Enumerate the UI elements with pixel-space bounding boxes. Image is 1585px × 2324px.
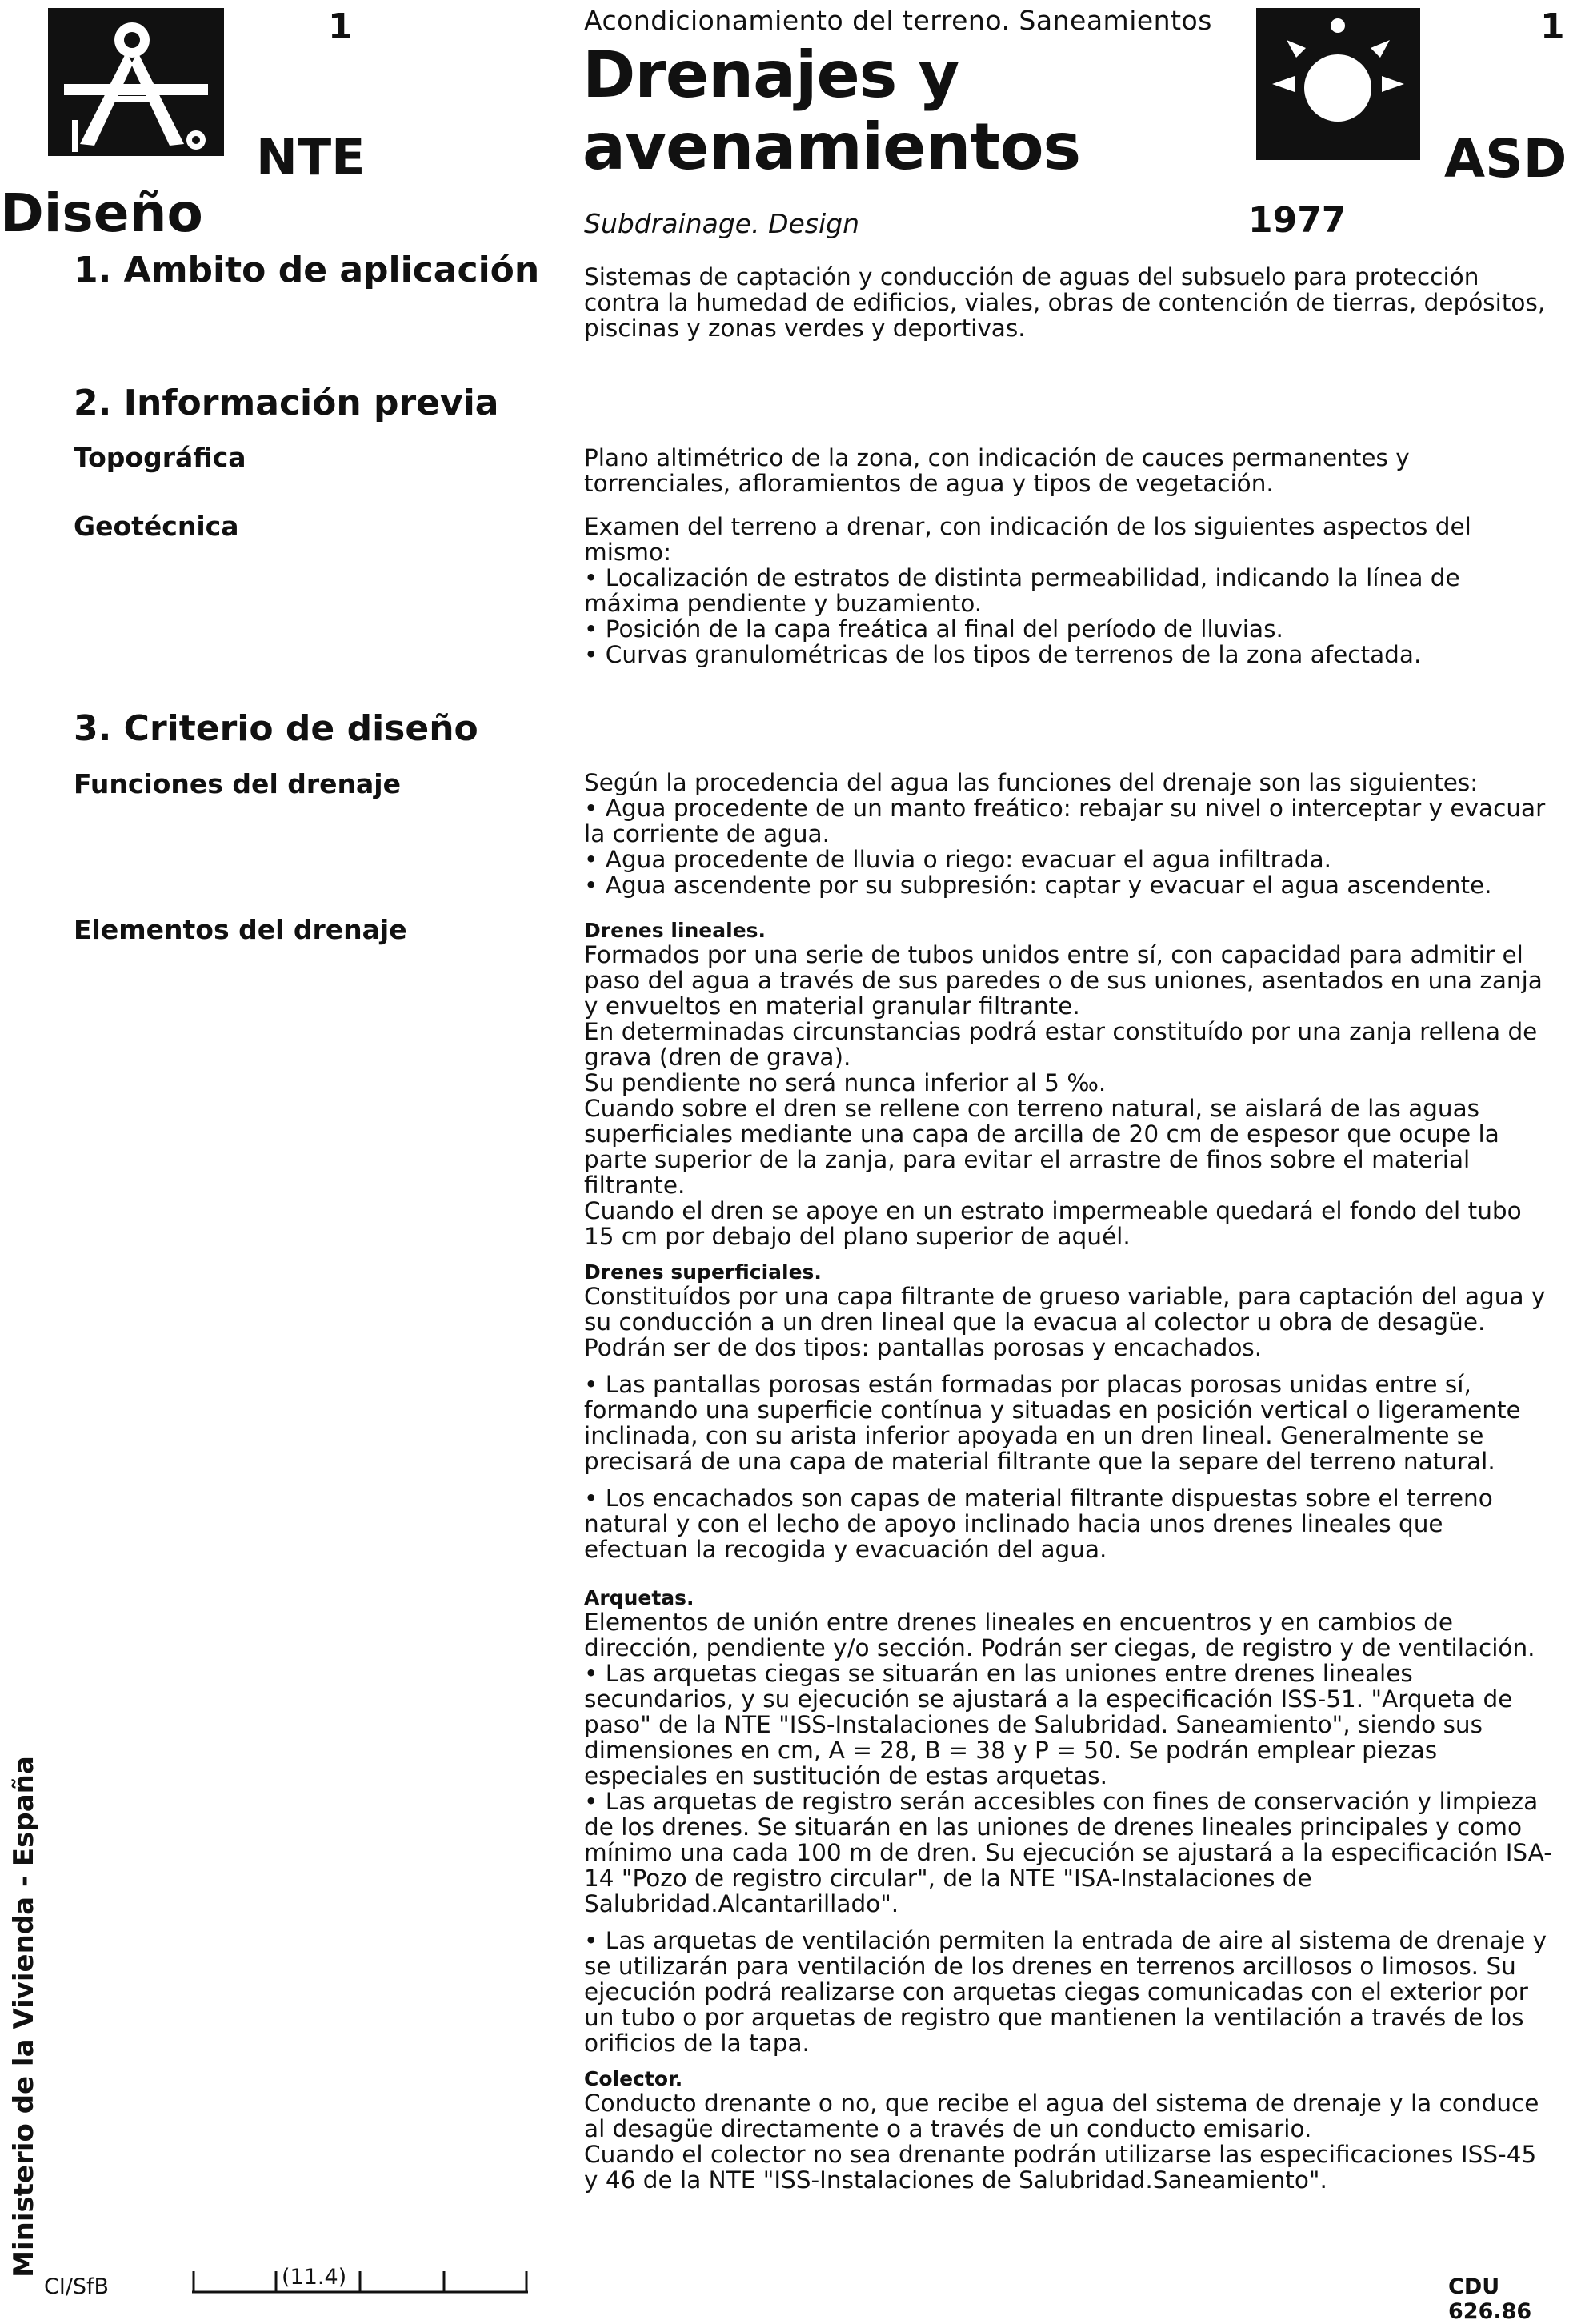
title-line-2: avenamientos <box>582 110 1081 184</box>
section-1-title: 1. Ambito de aplicación <box>74 250 540 290</box>
elementos-label: Elementos del drenaje <box>74 914 407 945</box>
ministry-vertical: Ministerio de la Vivienda - España <box>8 1756 40 2278</box>
asd-code: ASD <box>1444 128 1567 190</box>
nte-logo <box>48 8 224 156</box>
arquetas-text-2: • Las arquetas de ventilación permiten la entrada de aire al sistema de drenaje y se utilizarán para ventilación de los drenes en terrenos arcillosos o limosos. Su ejecución podrá realizarse con arquetas ciegas comunicadas con el exterior por un tubo o por arquetas de registro que mantienen la ventilación a través de los orificios de la tapa. <box>584 1927 1555 2057</box>
colector-title: Colector. <box>584 2067 683 2090</box>
cdu-label: CDU 626.86 <box>1448 2274 1532 2324</box>
section-2-title: 2. Información previa <box>74 383 499 423</box>
nte-label: NTE <box>256 128 366 186</box>
section-1-text: Sistemas de captación y conducción de aguas del subsuelo para protección contra la humedad de edificios, viales, obras de contención de tierras, depósitos, piscinas y zonas verdes y deportivas. <box>584 263 1553 342</box>
elementos-content <box>584 919 1555 2194</box>
cisib-code: (11.4) <box>282 2265 347 2290</box>
drenes-superficiales-title: Drenes superficiales. <box>584 1260 822 1284</box>
geotecnica-text: Examen del terreno a drenar, con indicación de los siguientes aspectos del mismo: • Localización de estratos de distinta permeabilidad, indicando la línea de máxima pendiente y buzamiento. • Posición de la capa freática al final del período de lluvias. • Curvas granulométricas de los tipos de terrenos de la zona afectada. <box>584 513 1471 668</box>
geotecnica-label: Geotécnica <box>74 511 239 542</box>
arquetas-text-1: Elementos de unión entre drenes lineales en encuentros y en cambios de dirección, pendiente y/o sección. Podrán ser ciegas, de registro y de ventilación. • Las arquetas ciegas se situarán en las uniones entre drenes lineales secundarios, y su ejecución se ajustará a la especificación ISS-51. "Arqueta de paso" de la NTE "ISS-Instalaciones de Salubridad. Saneamiento", siendo sus dimensiones en cm, A = 28, B = 38 y P = 50. Se podrán emplear piezas especiales en sustitución de estas arquetas. • Las arquetas de registro serán accesibles con fines de conservación y limpieza de los drenes. Se situarán en las uniones de drenes lineales principales y como mínimo una cada 100 m de dren. Su ejecución se ajustará a la especificación ISA-14 "Pozo de registro circular", de la NTE "ISA-Instalaciones de Salubridad.Alcantarillado". <box>584 1609 1552 1917</box>
drenes-superficiales-text-2: • Las pantallas porosas están formadas por placas porosas unidas entre sí, formando una superficie contínua y situadas en posición vertical o ligeramente inclinada, con su arista inferior apoyada en un dren lineal. Generalmente se precisará de una capa de material filtrante que la separe del terreno natural. <box>584 1371 1529 1475</box>
funciones-text: Según la procedencia del agua las funciones del drenaje son las siguientes: • Agua procedente de un manto freático: rebajar su nivel o interceptar y evacuar la corriente de agua. • Agua procedente de lluvia o riego: evacuar el agua infiltrada. • Agua ascendente por su subpresión: captar y evacuar el agua ascendente. <box>584 769 1546 899</box>
topografica-label: Topográfica <box>74 442 246 473</box>
drenes-lineales-text: Formados por una serie de tubos unidos entre sí, con capacidad para admitir el paso del agua a través de sus paredes o de sus uniones, asentados en una zanja y envueltos en material granular filtrante. En determinadas circunstancias podrá estar constituído por una zanja rellena de grava (dren de grava). Su pendiente no será nunca inferior al 5 ‰. Cuando sobre el dren se rellene con terreno natural, se aislará de las aguas superficiales mediante una capa de arcilla de 20 cm de espesor que ocupe la parte superior de la zanja, para evitar el arrastre de finos sobre el material filtrante. Cuando el dren se apoye en un estrato impermeable quedará el fondo del tubo 15 cm por debajo del plano superior de aquél. <box>584 941 1543 1250</box>
funciones-label: Funciones del drenaje <box>74 768 401 799</box>
topografica-text: Plano altimétrico de la zona, con indicación de cauces permanentes y torrenciales, afloramientos de agua y tipos de vegetación. <box>584 444 1418 497</box>
cisib-box <box>192 2265 528 2294</box>
drenes-superficiales-text-3: • Los encachados son capas de material filtrante dispuestas sobre el terreno natural y con el lecho de apoyo inclinado hacia unos drenes lineales que efectuan la recogida y evacuación del agua. <box>584 1485 1501 1563</box>
cisib-label: CI/SfB <box>44 2274 110 2299</box>
left-sheet-number: 1 <box>328 6 353 47</box>
section-diseno: Diseño <box>0 182 203 244</box>
colector-text: Conducto drenante o no, que recibe el agua del sistema de drenaje y la conduce al desagüe directamente o a través de un conducto emisario. Cuando el colector no sea drenante podrán utilizarse las especificaciones ISS-45 y 46 de la NTE "ISS-Instalaciones de Salubridad.Saneamiento". <box>584 2090 1539 2194</box>
category-line: Acondicionamiento del terreno. Saneamientos <box>584 5 1212 36</box>
year: 1977 <box>1248 200 1347 241</box>
section-3-title: 3. Criterio de diseño <box>74 708 478 749</box>
drenes-lineales-title: Drenes lineales. <box>584 919 766 942</box>
drenes-superficiales-text-1: Constituídos por una capa filtrante de grueso variable, para captación del agua y su conducción a un dren lineal que la evacua al colector u obra de desagüe. Podrán ser de dos tipos: pantallas porosas y encachados. <box>584 1283 1546 1361</box>
title-line-1: Drenajes y <box>582 38 959 112</box>
asd-logo <box>1256 8 1420 160</box>
arquetas-title: Arquetas. <box>584 1586 694 1609</box>
right-sheet-number: 1 <box>1540 6 1565 47</box>
subtitle-english: Subdrainage. Design <box>584 208 860 239</box>
